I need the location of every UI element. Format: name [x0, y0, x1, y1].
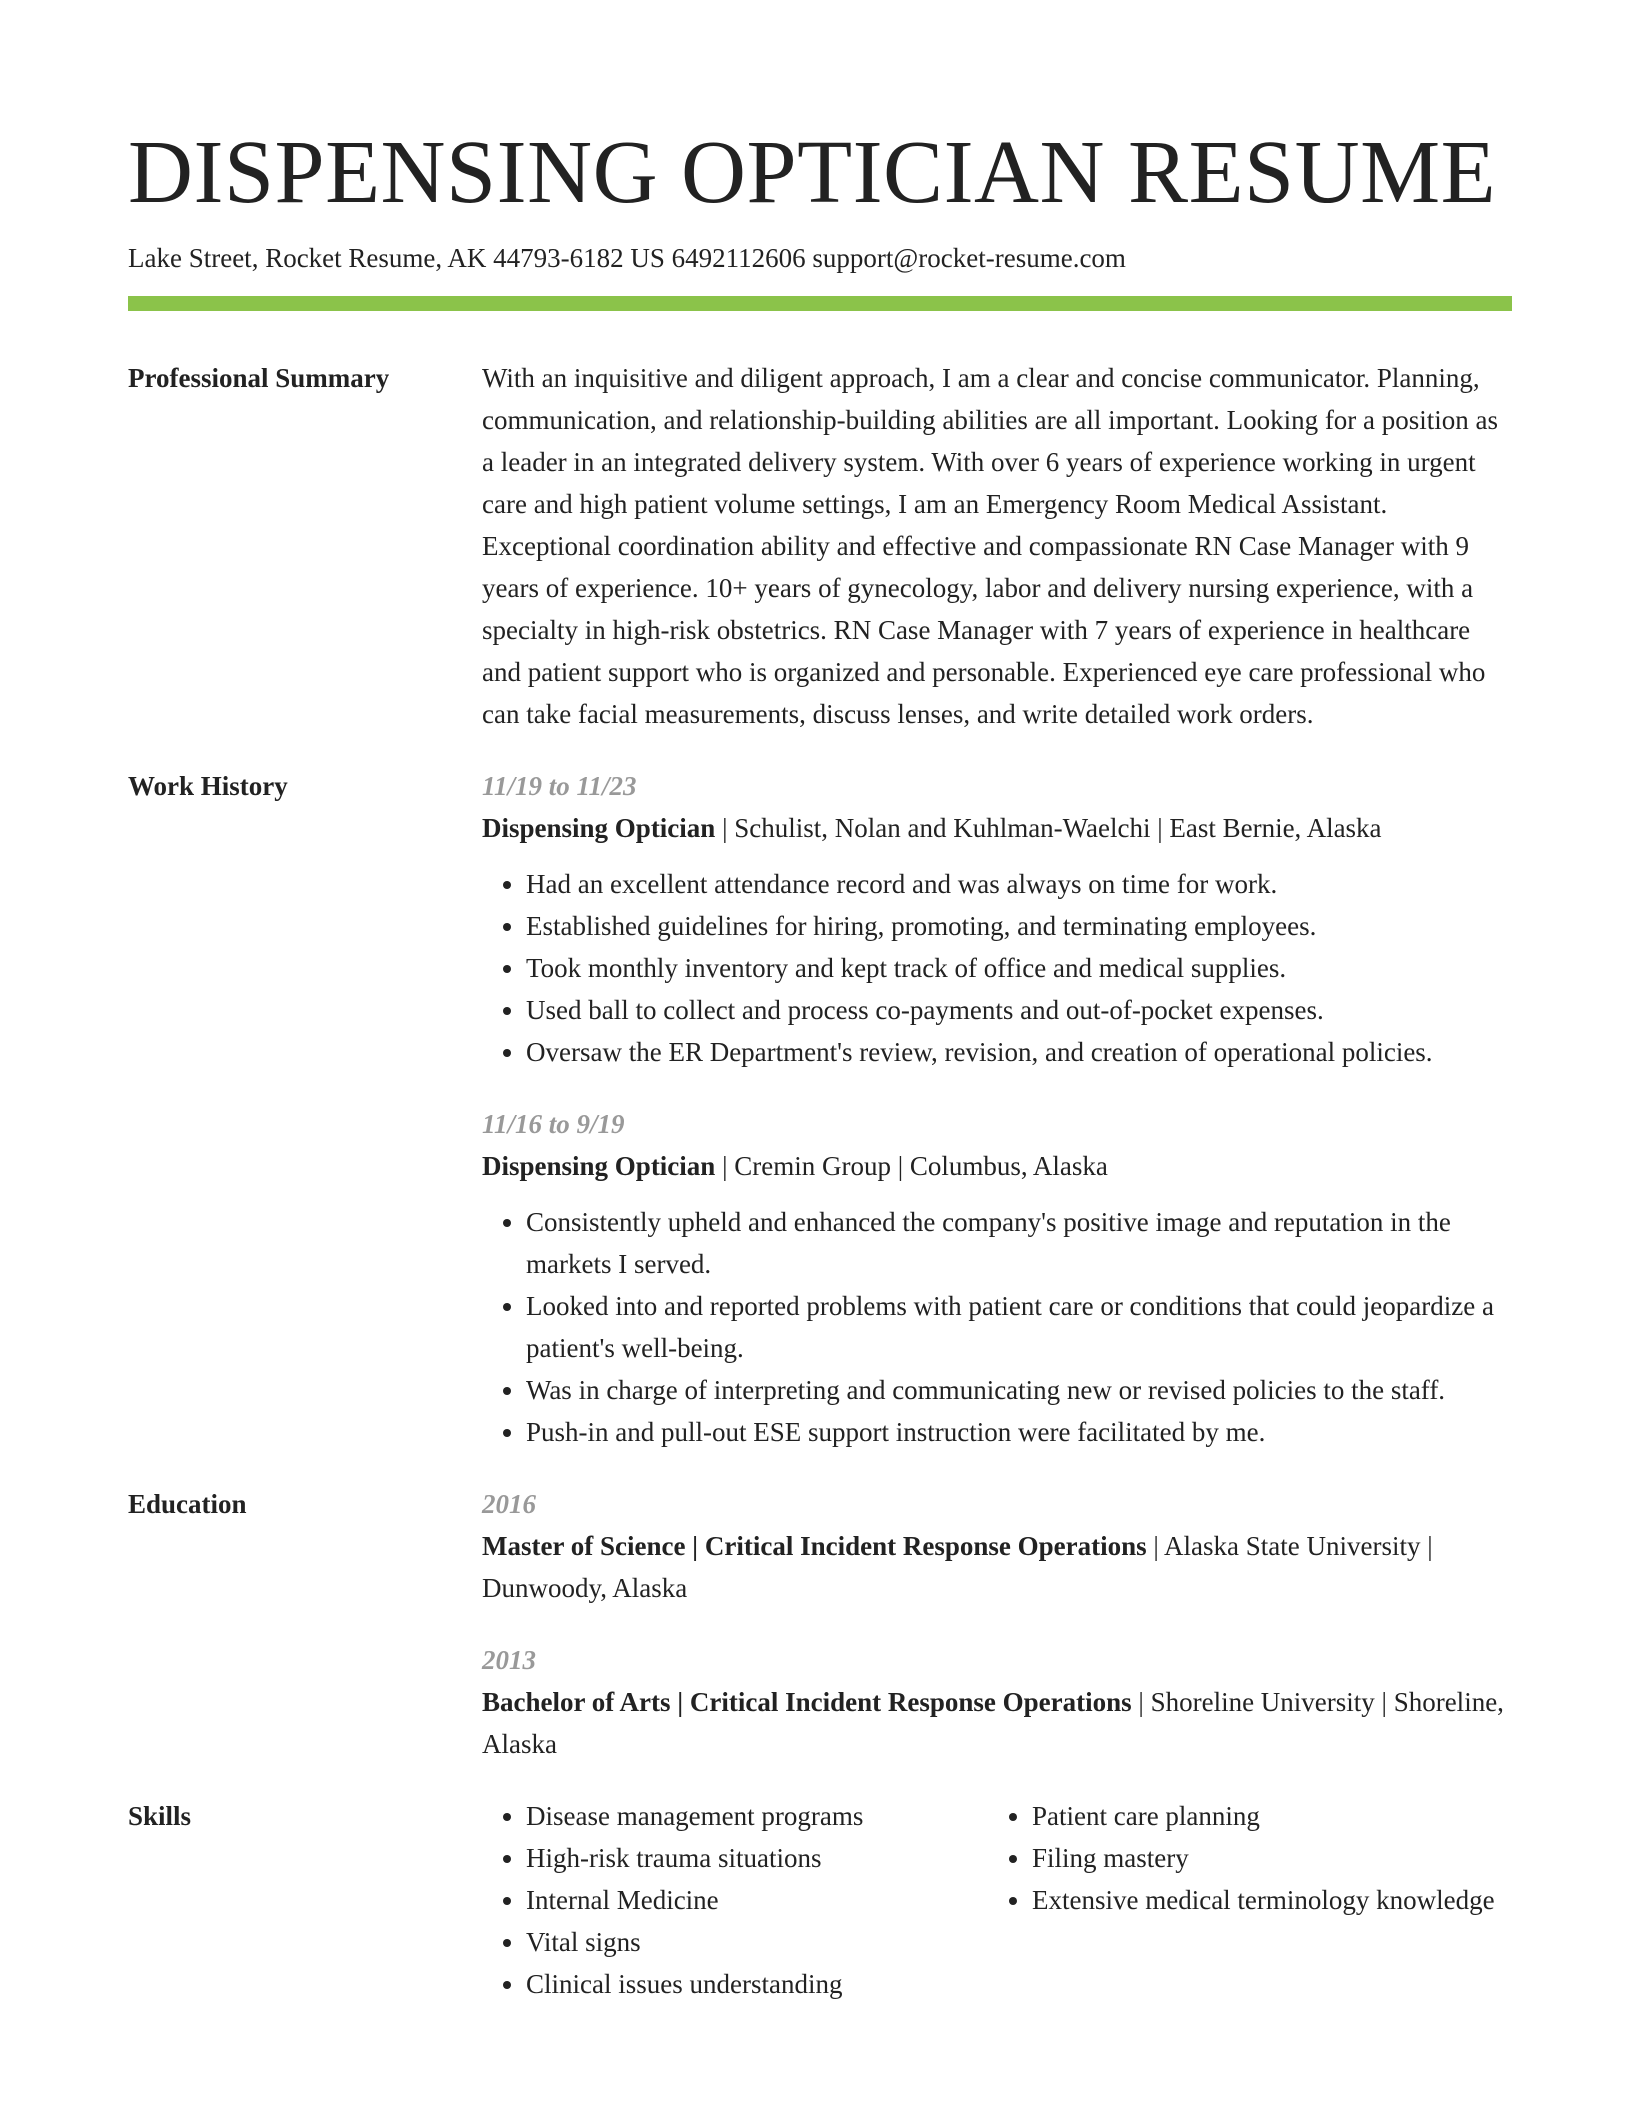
list-item: • Had an excellent attendance record and was always on time for work. — [526, 863, 1512, 905]
education-section — [128, 1483, 1512, 1765]
list-item: • Looked into and reported problems with patient care or conditions that could jeopardize a patient's well-being. — [526, 1285, 1512, 1369]
job-bullets — [482, 863, 1512, 1073]
list-item: • Push-in and pull-out ESE support instruction were facilitated by me. — [526, 1411, 1512, 1453]
list-item: • Internal Medicine — [526, 1879, 988, 1921]
job-title: Dispensing Optician — [482, 1151, 716, 1181]
resume-title: DISPENSING OPTICIAN RESUME — [128, 123, 1497, 222]
job-details: | Cremin Group | Columbus, Alaska — [715, 1151, 1108, 1181]
list-item: • Patient care planning — [1032, 1795, 1512, 1837]
education-year: 2016 — [482, 1489, 536, 1519]
skills-column-2 — [988, 1795, 1512, 2005]
school-details: | Alaska State University | Dunwoody, Alaska — [482, 1531, 1433, 1603]
header-divider — [128, 296, 1512, 311]
job-title: Dispensing Optician — [482, 813, 716, 843]
job-dates: 11/19 to 11/23 — [482, 771, 637, 801]
job-details: | Schulist, Nolan and Kuhlman-Waelchi | East Bernie, Alaska — [715, 813, 1382, 843]
job-heading — [482, 1145, 1512, 1187]
list-item: • Oversaw the ER Department's review, revision, and creation of operational policies. — [526, 1031, 1512, 1073]
work-history-label: Work History — [128, 771, 288, 801]
skills-section — [128, 1795, 1512, 2005]
school-details: | Shoreline University | Shoreline, Alaska — [482, 1687, 1504, 1759]
education-heading — [482, 1681, 1512, 1765]
skills-body — [482, 1795, 1512, 2005]
degree: Bachelor of Arts | Critical Incident Response Operations — [482, 1687, 1132, 1717]
degree: Master of Science | Critical Incident Response Operations — [482, 1531, 1147, 1561]
education-entry — [482, 1483, 1512, 1609]
skills-column-1 — [482, 1795, 988, 2005]
education-body — [482, 1483, 1512, 1765]
list-item: • Established guidelines for hiring, promoting, and terminating employees. — [526, 905, 1512, 947]
contact-line: Lake Street, Rocket Resume, AK 44793-6182 US 6492112606 support@rocket-resume.com — [128, 243, 1126, 273]
work-history-section — [128, 765, 1512, 1453]
summary-label: Professional Summary — [128, 363, 390, 393]
list-item: • Extensive medical terminology knowledge — [1032, 1879, 1512, 1921]
resume-page — [128, 118, 1512, 2005]
list-item: • Took monthly inventory and kept track of office and medical supplies. — [526, 947, 1512, 989]
work-history-body — [482, 765, 1512, 1453]
list-item: • Used ball to collect and process co-payments and out-of-pocket expenses. — [526, 989, 1512, 1031]
job-dates: 11/16 to 9/19 — [482, 1109, 625, 1139]
list-item: • Disease management programs — [526, 1795, 988, 1837]
list-item: • Consistently upheld and enhanced the company's positive image and reputation in the markets I served. — [526, 1201, 1512, 1285]
list-item: • Vital signs — [526, 1921, 988, 1963]
list-item: • Filing mastery — [1032, 1837, 1512, 1879]
job-entry — [482, 765, 1512, 1073]
summary-text: With an inquisitive and diligent approach, I am a clear and concise communicator. Planning, communication, and relationship-building abilities are all important. Looking for a position as a leader in an integrated delivery system. With over 6 years of experience working in urgent care and high patient volume settings, I am an Emergency Room Medical Assistant. Exceptional coordination ability and effective and compassionate RN Case Manager with 9 years of experience. 10+ years of gynecology, labor and delivery nursing experience, with a specialty in high-risk obstetrics. RN Case Manager with 7 years of experience in healthcare and patient support who is organized and personable. Experienced eye care professional who can take facial measurements, discuss lenses, and write detailed work orders. — [482, 363, 1499, 729]
education-year: 2013 — [482, 1645, 536, 1675]
list-item: • Clinical issues understanding — [526, 1963, 988, 2005]
education-label: Education — [128, 1489, 247, 1519]
list-item: • High-risk trauma situations — [526, 1837, 988, 1879]
job-bullets — [482, 1201, 1512, 1453]
education-entry — [482, 1639, 1512, 1765]
list-item: • Was in charge of interpreting and communicating new or revised policies to the staff. — [526, 1369, 1512, 1411]
education-heading — [482, 1525, 1512, 1609]
job-entry — [482, 1103, 1512, 1453]
summary-section — [128, 357, 1512, 735]
job-heading — [482, 807, 1512, 849]
skills-label: Skills — [128, 1801, 192, 1831]
